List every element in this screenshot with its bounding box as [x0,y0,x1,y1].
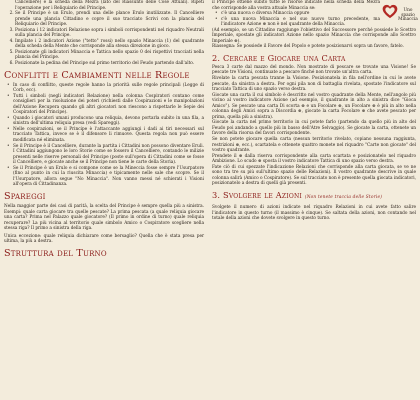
threat-condition: • c'è una nuova o diversa Minaccia oppure [221,11,380,17]
ambition-paragraph: Prendete il ⊕ dalla riserva corrispondente alla carta scartata e posizionatelo nel riquadro Ambizione. Lo scudo ⊕ sposta il vostro indicatore Tattica di uno spazio verso destra. [212,153,416,165]
spareggi-paragraph: Nella maggior parte dei casi di parità, la scelta del Principe è sempre quella più a sinistra. Esempi: quale carta giocare tra quelle pescate? La prima pescata (a quale reliquia giocare una carta? Prima nel Palazzo quale giocatore? (Il primo in ordine di turno) quale reliquia recuperare? La più vicina al territorio quale simbolo Amico o Cospiratore scegliere nella stessa riga? Il primo a sinistra della riga. [4,203,204,232]
conflict-rule: • In caso di conflitto, queste regole hanno la priorità sulle regole principali (Legge di Corb, ecc). [13,83,204,94]
spareggi-heading: Spareggi [4,190,46,202]
conflicts-list [4,83,204,188]
left-column [4,0,204,259]
draw-play-heading: 2. Cercare e Giocare una Carta [212,52,346,63]
discard-paragraph: Se non potete giocare quella carta (nessun territorio rivelato, copiano nessuna raggiunta, restrizioni ⊕, ecc.), scartatela e ottenete quattro monete nel riquadro "Carte non giocate" del vostro quadrante. [212,137,416,154]
conflict-rule: • Nelle cospirazioni, se il Principe è l'attaccante aggiungi i dadi ai tiri necessari sul tracciato Tattica, invece se è il difensore li rimuove. Questa regola non può essere modificata né eliminata. [13,127,204,144]
threat-space-caption: Uno spazio Minaccia [398,8,418,23]
actions-heading-note: (Non tenete traccia delle Storie) [304,194,383,200]
threat-intro: il Principe ottiene subito tutte le risorse indicate nella scheda della Mezra che corrisponde alla vostra attuale Minaccia se: [212,0,380,11]
conflict-rule: • Se il Principe è il Cancelliere, durante la partita i Cittadini non possono diventare Eruli. I Cittadini aggiungono le loro Storie come se fossero il Cancelliere, contando le milizie presenti nelle riserve personali del Principe (poste sull'opera di Cittadini come se fosse il Cancelliere, e giocate anche se il Principe non tiene le carte della Storia). [13,144,204,166]
setup-step-3: 3. Posiziona i 12 indicatori Relazione sopra i simboli corrispondenti nel riquadro Neutrali sulla plancia del Principe. [15,28,204,39]
conflict-rule: • Se il Principe è un Erulo e si compone come se la Mineccia fosse sempre l'Usurpatore (fino al punto in cui la riuscita Minaccia) e tipicamente nelle sale che scopre. Se il l'Usurpatore, allora segue "No Minaccia". Non vanno messi né schierati i Visioni all'opera di Cittadinanza. [13,166,204,188]
reveal-paragraph: Rivelate la carta pescata tranne la Visione. Posizionatela in fila nell'ordine in cui le avete pescate, da sinistra a destra. Per ogni pila non di battaglia rivelata, spostate l'indicatore sul tracciato Tattica di uno spazio verso destra. [212,76,416,93]
right-column [212,0,416,222]
actions-paragraph: Svolgete il numero di azioni indicate nel riquadro Relazioni in cui avete fatto salire l'indicatore in questo turno (il massimo è cinque). Se saltata della azioni, non contando nel totale della azioni che dovete svolgere in questo turno. [212,204,416,222]
turn-structure-heading: Struttura del Turno [4,247,107,259]
conflict-rule: • Quando i giocatori umani producono una reliquia, devono portarla subito in una fila, a sinistra dell'ultima reliquia presa (vedi Spareggi). [13,116,204,127]
play-paragraph: Giocate una carta il cui simbolo è descritto nel vostro quadrante della Mente, nell'angolo più vicino al vostro indicatore Azione (ad esempio, il quadrante in alto a sinistra dice "Gioca Amico"). Se pescate una carta Di scorta ⊕ e un Focolare ⊕, un Focolare ⊕ è più in alto nella colonna degli Amici sopra a Discordia ⊕, giocate la carta Focolare ⊕ che avete pescato per prima, quella più a sinistra). [212,92,416,120]
conflict-rule: • Tutti i simboli (negli indicatori Relazione) nella colonna Cospiratori contano come consiglieri per la risoluzione dei poteri (richiesti dalle Cospirazioni e le manipolazioni dell'Azione Recupera quando gli altri giocatori non riescono a rispettarle le Sepie dei Cospiratori del Principe). [13,94,204,116]
setup-step-2: 2. Se il Principe è un Erulo, prendi una delle plance Erulo inutilizzate. Il Cancelliere prende una plancia Cittadino e copre il suo tracciato Scrivi con la plancia del Reliquiario del Principe. [15,11,204,28]
territory-paragraph: Giocate la carta nel primo territorio in cui potete farlo (partendo da quello più in alto del Feudo poi andando a quello più in basso dell'Atre Selvaggio). Se giocate la carta, ottenete un favore della risorsa del favori corrispondente. [212,120,416,137]
relations-paragraph: Fate ciò di cui spezzate l'indicazione Relazioni che corrisponde alla carta giocata, se ve ne sono tra tre su più sull'ultimo spazio delle Relazioni). Il vostro quadrante descrive in quale colonna salirà (Amico o Cospiratore). Se sul tracciato non è presente quella giocata indicatori, posizionatelo a destra di quelli già presenti. [212,164,416,187]
spareggi-exception: Unica eccezione: quale reliquia dichiarare come bersaglio? Quella che è stata presa per ultima, la più a destra. [4,233,204,245]
setup-step-6: 6. Posizionate la pedina del Principe sul primo territorio del Feudo partendo dall'alto. [15,61,204,67]
conflicts-heading: Conflitti e Cambiamenti nelle Regole [4,69,190,81]
actions-heading [212,190,416,203]
setup-step-5: 5. Posizionate gli indicatori Minaccia e Tattica nello spazio 0 dei rispettivi tracciati nella plancia del Principe. [15,50,204,61]
draw-paragraph: Pesca 3 carte dal mazzo del mondo. Non mostrate di pescare se trovate una Visione! Se pescate tre Visioni, continuate a pescare finché non trovate un'altra carta. [212,64,416,76]
actions-heading-title: 3. Svolgere le Azioni [212,189,302,200]
threat-condition: • c'è una nuova Minaccia e nel suo nuovo turno precedente, ma l'indicatore Azione ⊕ non è nel quadrante della Minaccia. [221,17,380,28]
setup-step-continued: Cancelliere) e la scheda della Mezra (lato del Riassunto delle Cose Attuali). Ripeti l'operazione per i Reliquiario del Principe. [15,0,204,11]
heart-icon [382,4,398,19]
setup-steps [4,0,204,11]
favor-rule: Riassegna: Se possiede il Favore del Popolo e potete posizionarvi sopra un favore, fatelo. [212,44,404,50]
threat-example: (Ad esempio, se un Cittadino raggiunge l'obiettivo del Successore perché possiede lo Scettro Imperiale, spostate gli indicatori Azione nello spazio Minaccia che corrisponde allo Scettro Imperiale ⊕). [212,27,416,44]
setup-steps-list [4,11,204,66]
setup-step-4: 4. Impilate i 2 indicatori Azione ("tetto" rossi) nello spazio Minaccia (1) del quadrante della scheda della Mente che corrisponde alla stessa direzione in gioco. [15,39,204,50]
threat-space-callout [380,3,416,33]
